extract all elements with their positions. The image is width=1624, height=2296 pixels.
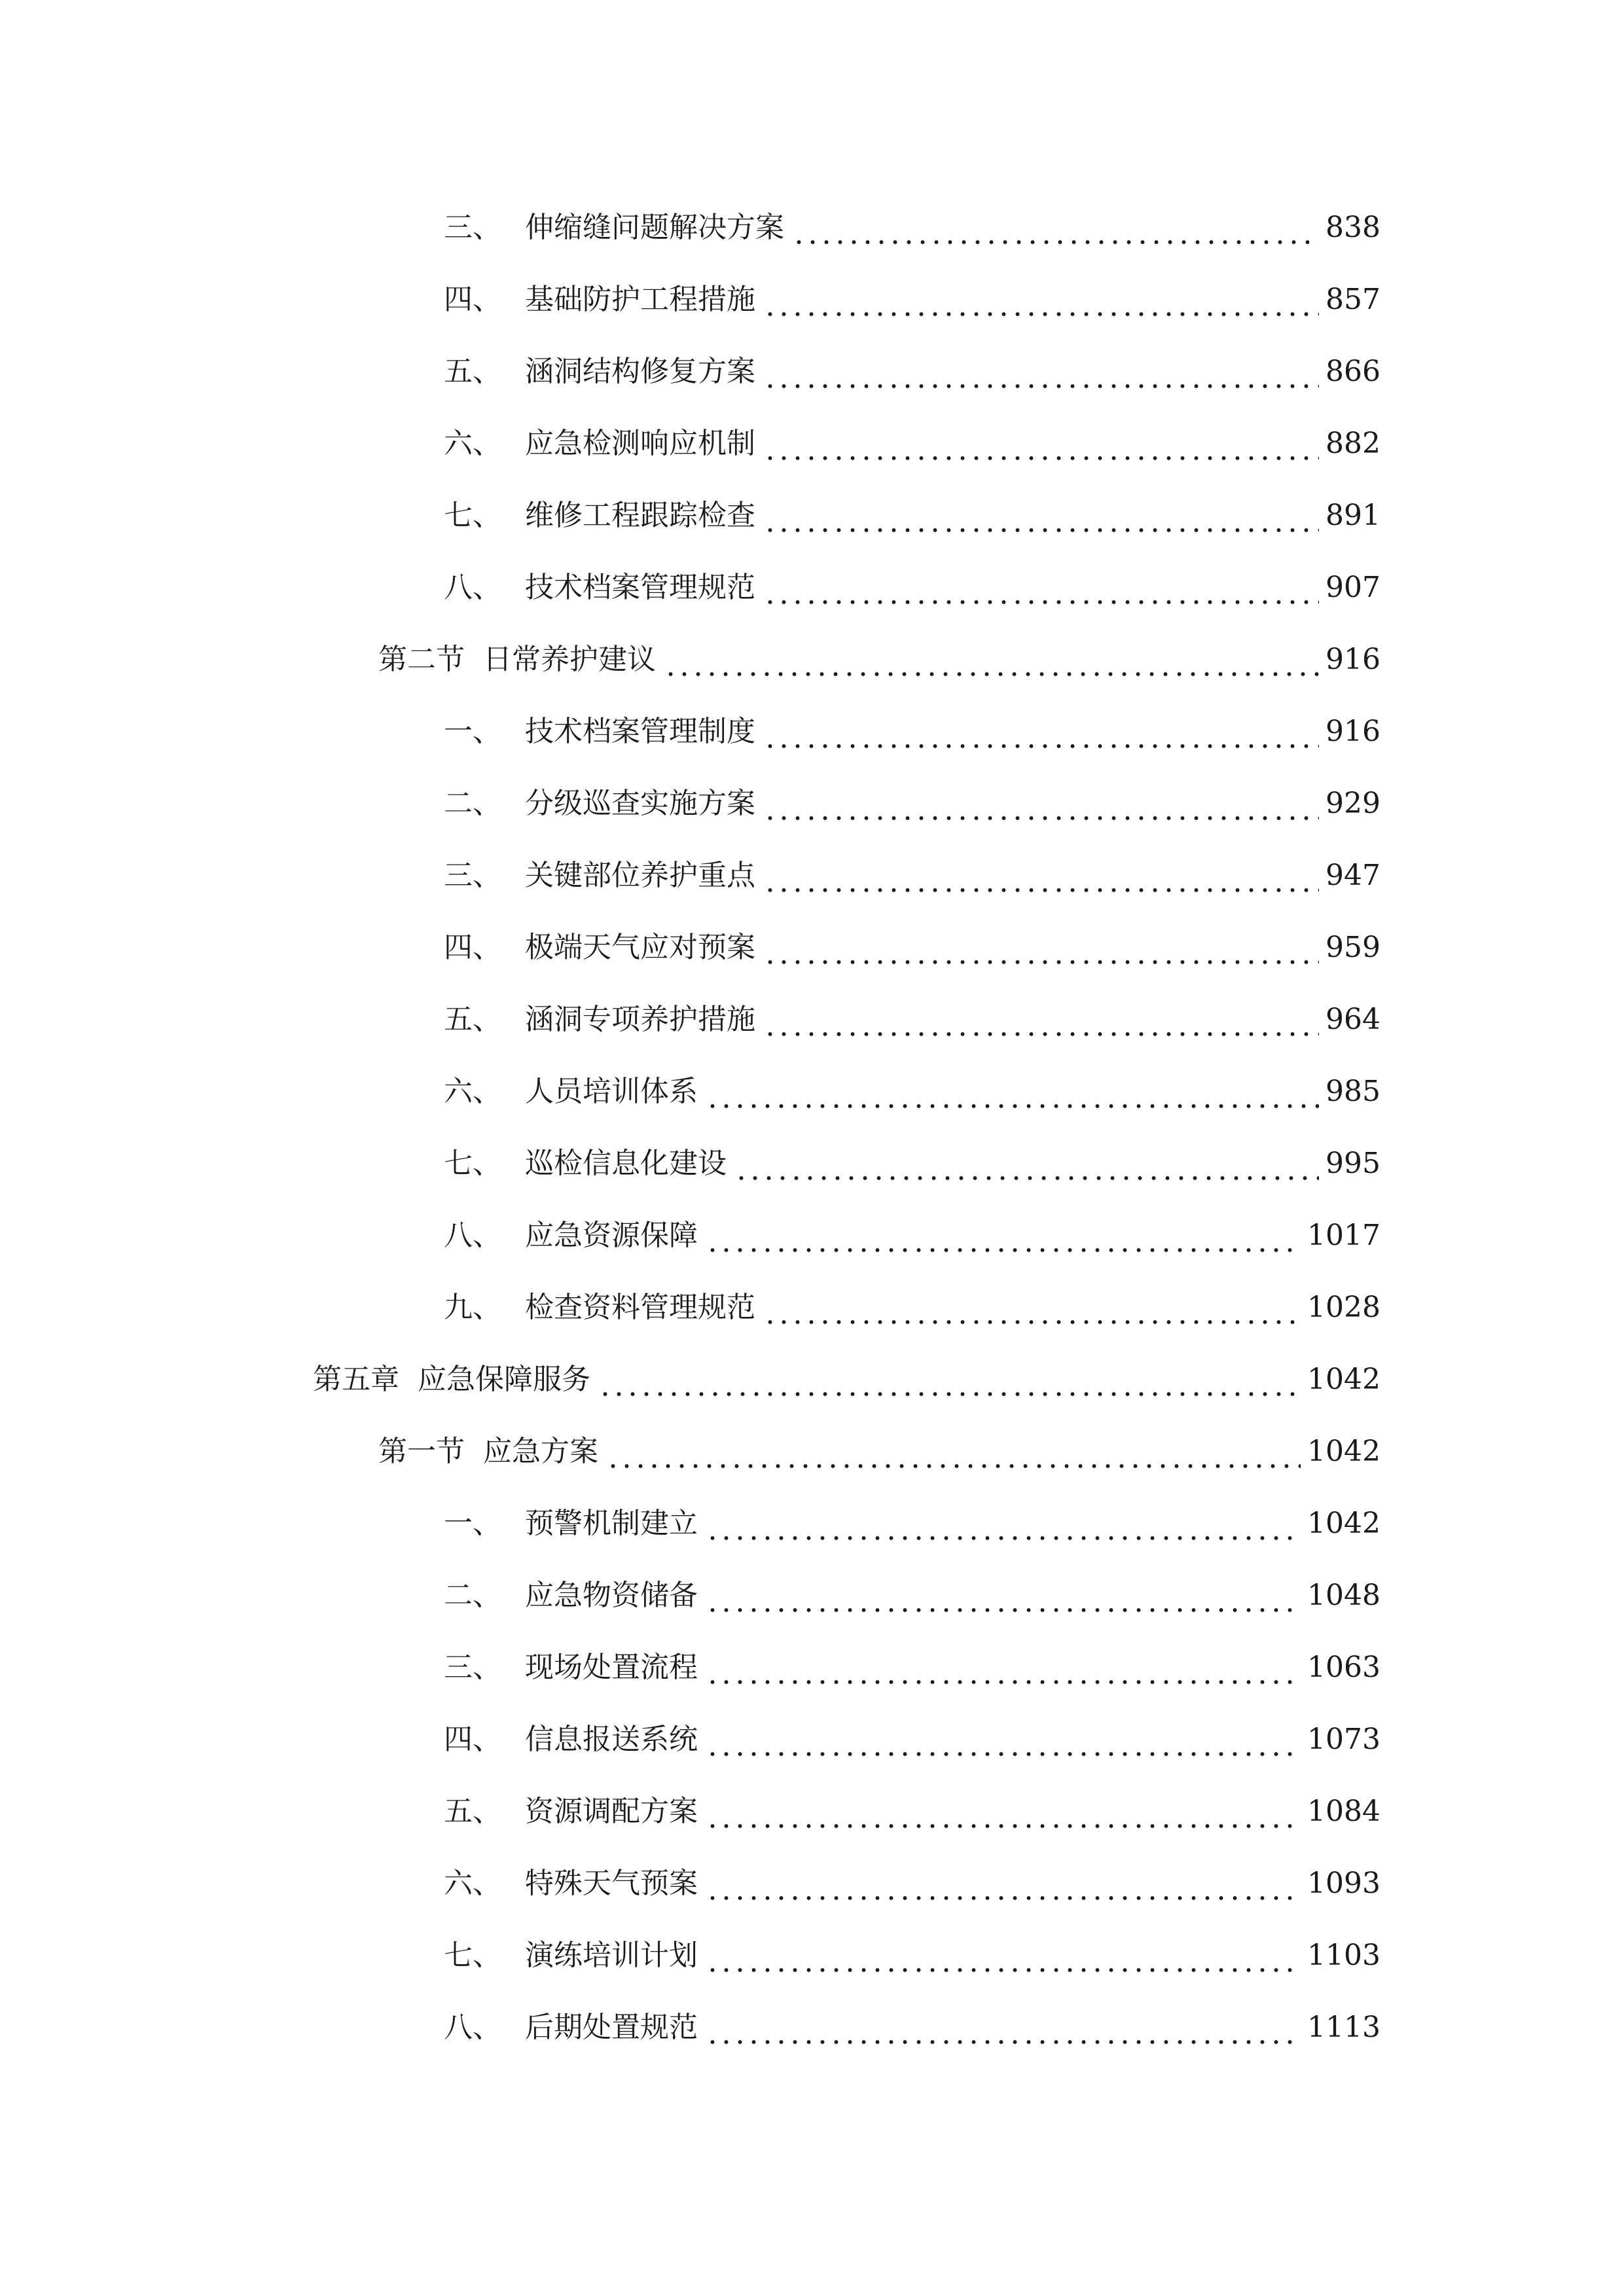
toc-dot-leader [606,1426,1301,1478]
toc-entry[interactable] [444,922,1380,974]
toc-entry-title: 应急物资储备 [525,1579,698,1612]
toc-entry-number: 三、 [444,859,501,892]
toc-dot-leader [598,1354,1301,1406]
toc-entry[interactable] [444,418,1380,470]
toc-entry-page: 1093 [1307,1867,1380,1900]
toc-entry-title: 应急资源保障 [525,1219,698,1252]
toc-entry[interactable] [444,562,1380,614]
toc-entry-title: 日常养护建议 [483,643,656,676]
toc-dot-leader [706,2001,1301,2054]
toc-entry-number: 第五章 [313,1363,399,1396]
toc-entry-number: 六、 [444,1075,501,1108]
toc-entry-number: 五、 [444,1795,501,1828]
toc-entry-title: 极端天气应对预案 [525,931,755,964]
toc-entry[interactable] [444,490,1380,542]
toc-entry-number: 五、 [444,355,501,388]
toc-entry-title: 特殊天气预案 [525,1867,698,1900]
toc-dot-leader [763,562,1319,614]
toc-dot-leader [763,490,1319,542]
toc-entry-page: 1063 [1307,1651,1380,1684]
toc-entry[interactable] [444,1066,1380,1118]
toc-entry-page: 1073 [1307,1723,1380,1756]
toc-entry-page: 882 [1326,427,1380,460]
toc-entry-page: 947 [1326,859,1380,892]
toc-entry[interactable] [444,1785,1380,1838]
toc-entry-number: 三、 [444,211,501,244]
toc-entry-number: 一、 [444,1507,501,1540]
toc-entry[interactable] [444,1570,1380,1622]
toc-entry-title: 基础防护工程措施 [525,283,755,316]
toc-entry[interactable] [444,1498,1380,1550]
toc-entry-number: 三、 [444,1651,501,1684]
toc-entry[interactable] [444,346,1380,398]
toc-entry-page: 1103 [1307,1939,1380,1972]
toc-entry-page: 1042 [1307,1363,1380,1396]
toc-entry[interactable] [444,850,1380,902]
toc-dot-leader [706,1210,1301,1262]
toc-dot-leader [763,850,1319,902]
toc-entry-number: 六、 [444,1867,501,1900]
toc-entry-number: 二、 [444,787,501,820]
toc-entry[interactable] [444,1138,1380,1190]
toc-entry-section[interactable] [378,634,1380,686]
toc-entry-title: 现场处置流程 [525,1651,698,1684]
toc-dot-leader [706,1498,1301,1550]
toc-dot-leader [706,1857,1301,1910]
toc-entry-page: 1017 [1307,1219,1380,1252]
toc-entry-number: 五、 [444,1003,501,1036]
toc-entry-page: 1084 [1307,1795,1380,1828]
toc-dot-leader [763,994,1319,1046]
toc-entry-page: 959 [1326,931,1380,964]
toc-entry-page: 1042 [1307,1435,1380,1468]
toc-dot-leader [706,1929,1301,1982]
toc-entry-number: 九、 [444,1291,501,1324]
toc-entry-number: 一、 [444,715,501,748]
toc-dot-leader [706,1066,1319,1118]
toc-entry-title: 检查资料管理规范 [525,1291,755,1324]
toc-entry-number: 七、 [444,1147,501,1180]
toc-dot-leader [763,922,1319,974]
toc-entry-title: 预警机制建立 [525,1507,698,1540]
toc-entry-page: 985 [1326,1075,1380,1108]
toc-entry-page: 891 [1326,499,1380,532]
toc-entry-title: 涵洞专项养护措施 [525,1003,755,1036]
toc-dot-leader [792,202,1319,254]
toc-entry[interactable] [444,1713,1380,1766]
toc-entry-page: 866 [1326,355,1380,388]
toc-entry-title: 演练培训计划 [525,1939,698,1972]
toc-dot-leader [763,418,1319,470]
toc-entry-number: 八、 [444,2011,501,2044]
toc-entry[interactable] [444,1641,1380,1694]
toc-entry-number: 四、 [444,1723,501,1756]
toc-entry-number: 八、 [444,1219,501,1252]
toc-entry-page: 857 [1326,283,1380,316]
toc-entry-page: 964 [1326,1003,1380,1036]
toc-entry-title: 后期处置规范 [525,2011,698,2044]
toc-entry-title: 信息报送系统 [525,1723,698,1756]
toc-dot-leader [706,1785,1301,1838]
toc-entry-title: 技术档案管理制度 [525,715,755,748]
toc-entry[interactable] [444,1857,1380,1910]
toc-entry-number: 第二节 [378,643,465,676]
toc-dot-leader [763,778,1319,830]
toc-entry-title: 应急检测响应机制 [525,427,755,460]
toc-entry-title: 伸缩缝问题解决方案 [525,211,784,244]
toc-entry-page: 907 [1326,571,1380,604]
toc-entry-page: 916 [1326,715,1380,748]
toc-entry-number: 二、 [444,1579,501,1612]
toc-entry[interactable] [444,1929,1380,1982]
toc-entry-title: 涵洞结构修复方案 [525,355,755,388]
toc-entry-title: 巡检信息化建设 [525,1147,727,1180]
toc-dot-leader [763,706,1319,758]
toc-entry-number: 六、 [444,427,501,460]
toc-entry-title: 维修工程跟踪检查 [525,499,755,532]
toc-dot-leader [763,346,1319,398]
toc-entry[interactable] [444,202,1380,254]
toc-entry-title: 分级巡查实施方案 [525,787,755,820]
toc-entry-page: 916 [1326,643,1380,676]
toc-entry[interactable] [444,706,1380,758]
toc-dot-leader [706,1641,1301,1694]
toc-entry-title: 关键部位养护重点 [525,859,755,892]
toc-entry[interactable] [444,2001,1380,2054]
toc-entry-title: 应急保障服务 [418,1363,590,1396]
toc-entry[interactable] [444,274,1380,326]
toc-entry-number: 第一节 [378,1435,465,1468]
toc-entry-number: 七、 [444,499,501,532]
toc-entry-page: 1113 [1307,2011,1380,2044]
toc-entry-page: 995 [1326,1147,1380,1180]
toc-entry-title: 资源调配方案 [525,1795,698,1828]
toc-dot-leader [664,634,1319,686]
toc-entry-number: 四、 [444,283,501,316]
toc-entry[interactable] [444,994,1380,1046]
toc-dot-leader [763,1282,1301,1334]
toc-entry-chapter[interactable] [313,1354,1380,1406]
toc-entry[interactable] [444,1282,1380,1334]
toc-entry-page: 929 [1326,787,1380,820]
toc-entry-title: 人员培训体系 [525,1075,698,1108]
toc-entry-title: 技术档案管理规范 [525,571,755,604]
toc-entry-page: 1048 [1307,1579,1380,1612]
toc-entry-number: 八、 [444,571,501,604]
toc-entry-page: 1028 [1307,1291,1380,1324]
toc-dot-leader [706,1570,1301,1622]
toc-dot-leader [763,274,1319,326]
toc-entry-page: 838 [1326,211,1380,244]
toc-entry-page: 1042 [1307,1507,1380,1540]
toc-entry[interactable] [444,778,1380,830]
toc-entry[interactable] [444,1210,1380,1262]
toc-dot-leader [706,1713,1301,1766]
toc-entry-title: 应急方案 [483,1435,598,1468]
toc-dot-leader [734,1138,1319,1190]
toc-entry-number: 四、 [444,931,501,964]
toc-entry-section[interactable] [378,1426,1380,1478]
toc-entry-number: 七、 [444,1939,501,1972]
